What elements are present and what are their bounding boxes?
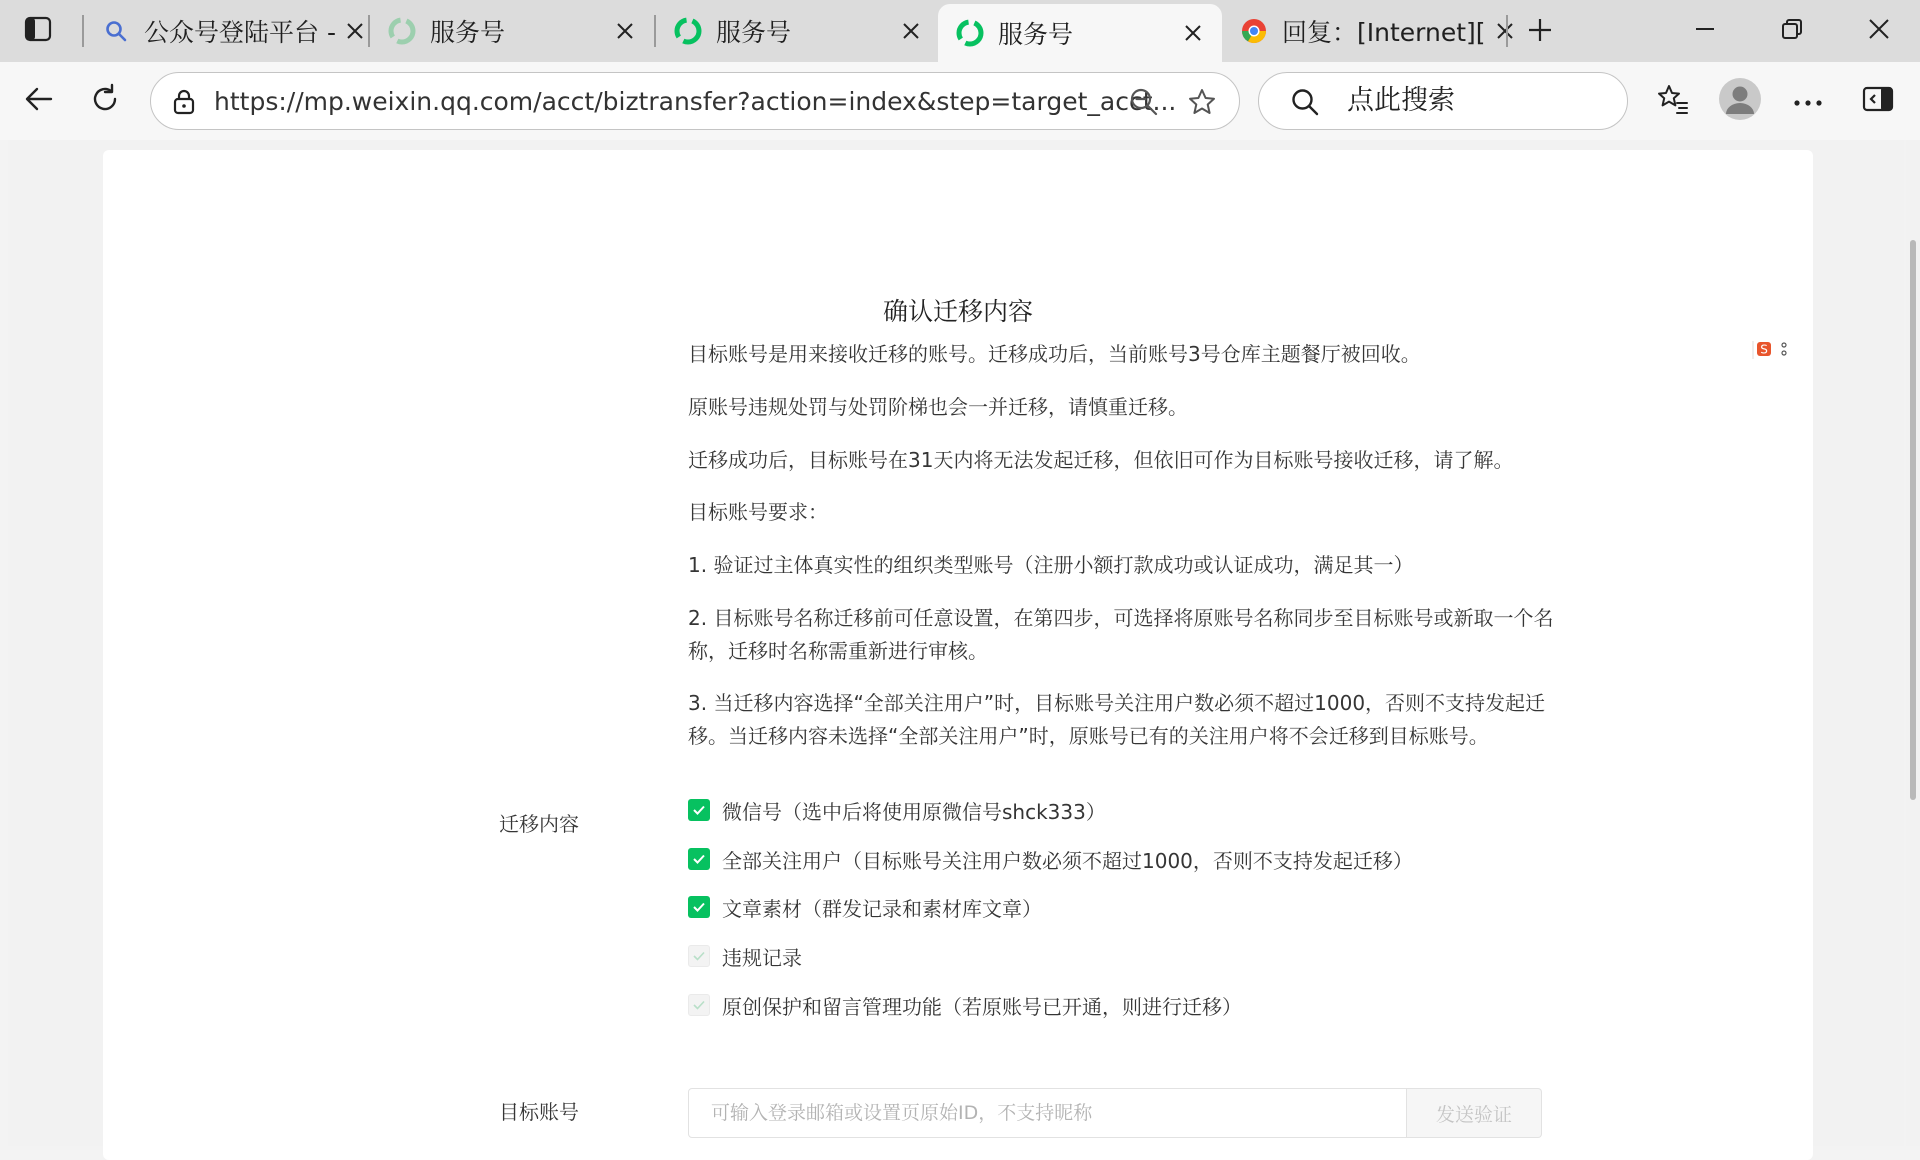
tab-title: 服务号 (998, 20, 1074, 49)
plus-icon (1527, 17, 1553, 47)
tab-login-platform[interactable] (84, 0, 368, 62)
target-account-input[interactable] (688, 1088, 1407, 1138)
checkbox-disabled-checked (688, 994, 710, 1016)
option-original-protection (688, 990, 1242, 1020)
tab-service-1[interactable] (370, 0, 654, 62)
tab-service-active[interactable] (938, 4, 1222, 62)
scrollbar-thumb[interactable] (1910, 240, 1916, 800)
profile-button[interactable] (1715, 76, 1765, 126)
tab-separator (1506, 15, 1508, 47)
more-dots-icon (1793, 92, 1823, 111)
requirements-heading: 目标账号要求： (688, 500, 828, 524)
close-window-button[interactable] (1844, 8, 1914, 54)
tab-reply-internet[interactable] (1222, 0, 1506, 62)
target-account-label: 目标账号 (499, 1100, 579, 1124)
more-menu-button[interactable] (1783, 76, 1833, 126)
search-icon (1289, 86, 1321, 118)
requirement-item: 1. 验证过主体真实性的组织类型账号（注册小额打款成功或认证成功，满足其一） (688, 553, 1414, 577)
tab-actions-button[interactable] (14, 13, 62, 49)
requirement-item: 2. 目标账号名称迁移前可任意设置，在第四步，可选择将原账号名称同步至目标账号或新取一个名称，迁移时名称需重新进行审核。 (688, 606, 1554, 663)
minimize-button[interactable] (1670, 8, 1740, 54)
lock-icon[interactable] (169, 87, 199, 117)
checkbox-checked[interactable] (688, 848, 710, 870)
checkbox-checked[interactable] (688, 799, 710, 821)
wechat-service-icon (388, 17, 416, 45)
close-icon[interactable] (342, 18, 368, 44)
chrome-style-icon (1240, 17, 1268, 45)
favorites-button[interactable] (1648, 76, 1698, 126)
new-tab-button[interactable] (1518, 12, 1562, 52)
close-icon[interactable] (898, 18, 924, 44)
restore-icon (1781, 18, 1803, 44)
option-all-followers[interactable] (688, 844, 1413, 874)
checkbox-checked[interactable] (688, 896, 710, 918)
restore-button[interactable] (1757, 8, 1827, 54)
zoom-out-icon[interactable] (1127, 85, 1161, 119)
close-icon[interactable] (612, 18, 638, 44)
reload-button[interactable] (80, 76, 130, 126)
option-wechat-id[interactable] (688, 795, 1106, 825)
reload-icon (89, 83, 121, 119)
tab-title: 回复：[Internet][ (1282, 18, 1486, 47)
requirement-item: 3. 当迁移内容选择“全部关注用户”时，目标账号关注用户数必须不超过1000，否则不支持发起迁移。当迁移内容未选择“全部关注用户”时，原账号已有的关注用户将不会迁移到目标账号。 (688, 691, 1546, 748)
favorites-list-icon (1656, 83, 1690, 119)
option-label: 违规记录 (722, 945, 802, 970)
option-label: 全部关注用户（目标账号关注用户数必须不超过1000，否则不支持发起迁移） (722, 848, 1413, 873)
minimize-icon (1694, 18, 1716, 44)
tab-strip (0, 0, 1920, 62)
tab-actions-icon (24, 15, 52, 47)
page-title: 确认迁移内容 (882, 297, 1033, 326)
option-article-materials[interactable] (688, 892, 1042, 922)
info-paragraph: 迁移成功后，目标账号在31天内将无法发起迁移，但依旧可作为目标账号接收迁移，请了解。 (688, 448, 1514, 472)
send-verification-button[interactable]: 发送验证 (1407, 1088, 1542, 1138)
close-icon[interactable] (1180, 20, 1206, 46)
search-icon (102, 17, 130, 45)
option-violation-records (688, 941, 802, 971)
sidebar-icon (1862, 85, 1894, 117)
option-label: 微信号（选中后将使用原微信号shck333） (722, 799, 1106, 824)
option-label: 原创保护和留言管理功能（若原账号已开通，则进行迁移） (722, 994, 1242, 1019)
tab-title: 公众号登陆平台 - (144, 18, 336, 47)
back-button[interactable] (14, 76, 64, 126)
search-placeholder: 点此搜索 (1347, 85, 1455, 116)
target-account-row (688, 1088, 1542, 1138)
url-text[interactable]: https://mp.weixin.qq.com/acct/biztransfer?action=index&step=target_acct... (214, 87, 1177, 116)
favorite-star-icon[interactable] (1185, 85, 1219, 119)
migration-content-label: 迁移内容 (499, 812, 579, 836)
search-box[interactable] (1258, 72, 1628, 130)
close-icon[interactable] (1492, 18, 1518, 44)
info-paragraph: 原账号违规处罚与处罚阶梯也会一并迁移，请慎重迁移。 (688, 395, 1188, 419)
avatar (1718, 77, 1762, 125)
checkbox-disabled-checked (688, 945, 710, 967)
page-scrollbar[interactable] (1906, 140, 1920, 1146)
wechat-service-icon (956, 19, 984, 47)
back-arrow-icon (23, 83, 55, 119)
wechat-service-icon (674, 17, 702, 45)
close-icon (1868, 18, 1890, 44)
address-bar[interactable] (150, 72, 1240, 130)
info-paragraph: 目标账号是用来接收迁移的账号。迁移成功后，当前账号3号仓库主题餐厅被回收。 (688, 342, 1421, 366)
tab-title: 服务号 (430, 18, 506, 47)
tab-title: 服务号 (716, 18, 792, 47)
option-label: 文章素材（群发记录和素材库文章） (722, 896, 1042, 921)
content-card (103, 150, 1813, 1160)
page-viewport (8, 140, 1904, 1146)
tab-service-2[interactable] (656, 0, 940, 62)
ime-indicator[interactable] (1751, 336, 1795, 362)
browser-toolbar (0, 62, 1920, 140)
sidebar-toggle-button[interactable] (1853, 76, 1903, 126)
svg-text:S: S (1760, 342, 1768, 357)
